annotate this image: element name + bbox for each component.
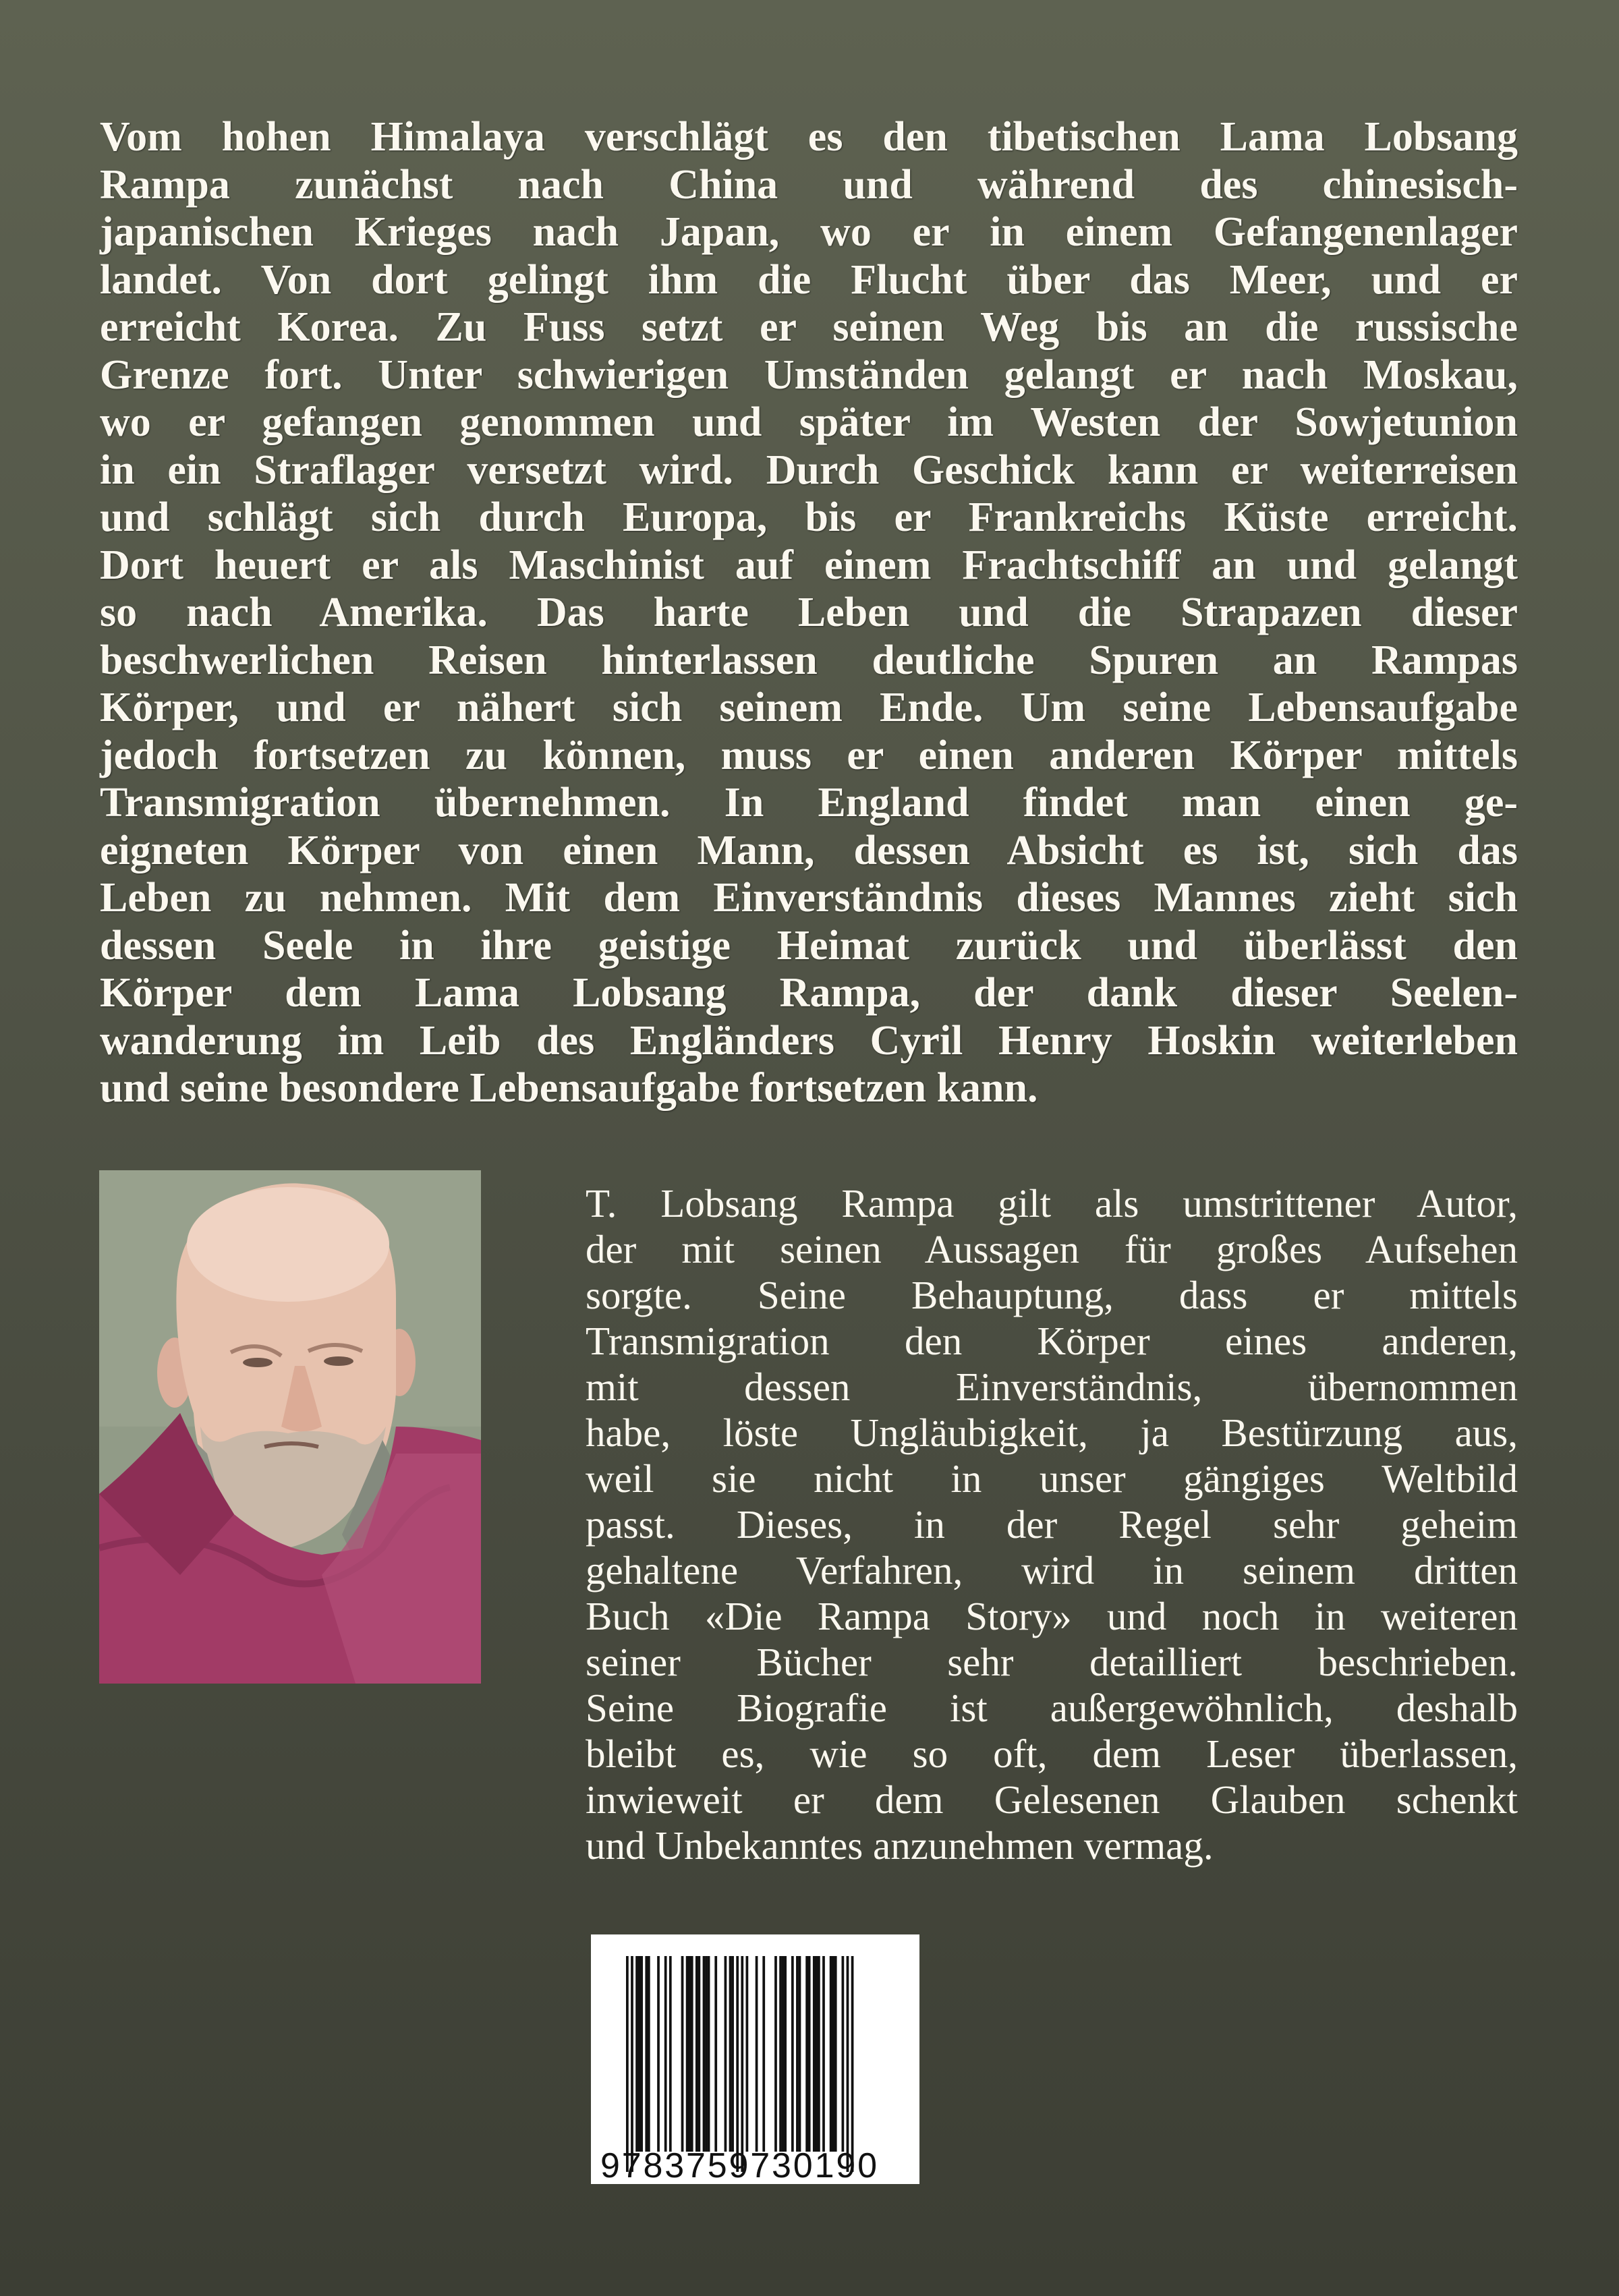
barcode-bar [714,1956,717,2152]
barcode-bar [756,1956,758,2152]
bio-line: seiner Bücher sehr detailliert beschrieben. [586,1640,1518,1684]
blurb-paragraph [100,113,1518,1112]
blurb-line: japanischen Krieges nach Japan, wo er in einem Gefangenenlager [100,209,1518,255]
blurb-line: erreicht Korea. Zu Fuss setzt er seinen Weg bis an die russische [100,304,1518,350]
blurb-line: beschwerlichen Reisen hinterlassen deutliche Spuren an Rampas [100,637,1518,683]
barcode-bar [695,1956,698,2152]
barcode-bar [664,1956,667,2152]
barcode-bar [705,1956,708,2152]
barcode-bar [698,1956,701,2152]
bio-line: habe, löste Ungläubigkeit, ja Bestürzung aus, [586,1410,1518,1455]
blurb-line: so nach Amerika. Das harte Leben und die Strapazen dieser [100,590,1518,635]
blurb-line: jedoch fortsetzen zu können, muss er einen anderen Körper mittels [100,732,1518,778]
barcode-bar [703,1956,706,2152]
barcode-bar [796,1956,799,2152]
blurb-line: Leben zu nehmen. Mit dem Einverständnis dieses Mannes zieht sich [100,875,1518,921]
barcode-bar [791,1956,794,2152]
author-bio-paragraph [586,1180,1518,1868]
blurb-line: und schlägt sich durch Europa, bis er Frankreichs Küste erreicht. [100,494,1518,540]
barcode-bar [657,1956,660,2152]
bio-line: Seine Biografie ist außergewöhnlich, deshalb [586,1686,1518,1730]
blurb-line: Transmigration übernehmen. In England findet man einen ge- [100,780,1518,826]
barcode-bar [832,1956,834,2152]
barcode-bar [834,1956,837,2152]
bio-line: bleibt es, wie so oft, dem Leser überlassen, [586,1731,1518,1776]
bio-line: mit dessen Einverständnis, übernommen [586,1365,1518,1409]
barcode-bar [645,1956,648,2152]
bio-line: inwieweit er dem Gelesenen Glauben schenkt [586,1777,1518,1822]
author-portrait-image [99,1170,481,1684]
barcode-bar [729,1956,732,2152]
barcode-bar [774,1956,777,2152]
barcode-bar [640,1956,643,2152]
bio-line: sorgte. Seine Behauptung, dass er mittels [586,1273,1518,1317]
bio-line: Buch «Die Rampa Story» und noch in weiteren [586,1594,1518,1638]
barcode-bar [805,1956,808,2152]
blurb-line: und seine besondere Lebensaufgabe fortsetzen kann. [100,1065,1038,1111]
barcode-bar [731,1956,734,2152]
barcode-bar [813,1956,816,2152]
bio-line: T. Lobsang Rampa gilt als umstrittener Autor, [586,1181,1518,1226]
barcode-bar [626,1956,629,2172]
bio-line: und Unbekanntes anzunehmen vermag. [586,1823,1214,1868]
barcode-bar [815,1956,818,2152]
barcode-bar [725,1956,727,2152]
barcode-bar [779,1956,782,2152]
barcode-bar [830,1956,832,2152]
barcode-bar [686,1956,689,2152]
blurb-line: wanderung im Leib des Engländers Cyril Henry Hoskin weiterleben [100,1017,1518,1064]
barcode-bar [635,1956,638,2152]
barcode-bar [648,1956,650,2152]
bio-line: passt. Dieses, in der Regel sehr geheim [586,1502,1518,1547]
blurb-line: dessen Seele in ihre geistige Heimat zurück und überlässt den [100,922,1518,969]
blurb-line: Vom hohen Himalaya verschlägt es den tibetischen Lama Lobsang [100,114,1518,160]
isbn-barcode [591,1934,919,2184]
bio-line: der mit seinen Aussagen für großes Aufsehen [586,1227,1518,1271]
barcode-bar [736,1956,739,2172]
blurb-line: Körper, und er nähert sich seinem Ende. Um seine Lebensaufgabe [100,685,1518,730]
barcode-bar [708,1956,710,2152]
barcode-bar [784,1956,787,2152]
bio-line: gehaltene Verfahren, wird in seinem dritten [586,1548,1518,1592]
barcode-bar [851,1956,854,2172]
barcode-bar [847,1956,849,2172]
barcode-bar [822,1956,825,2152]
barcode-bar [688,1956,691,2152]
barcode-bar [681,1956,684,2152]
barcode-bar [741,1956,743,2172]
barcode-bar [631,1956,633,2172]
isbn-number: 9783759730190 [600,2146,877,2184]
blurb-line: in ein Straflager versetzt wird. Durch Geschick kann er weiterreisen [100,447,1518,493]
barcode-bar [799,1956,801,2152]
author-photo [99,1170,481,1684]
blurb-line: eigneten Körper von einen Mann, dessen Absicht es ist, sich das [100,827,1518,873]
barcode-bar [762,1956,765,2152]
barcode-bar [808,1956,811,2152]
bio-line: Transmigration den Körper eines anderen, [586,1319,1518,1363]
barcode-bar [691,1956,693,2152]
barcode-bar [669,1956,672,2152]
barcode-bar [746,1956,749,2152]
barcode-graphic [591,1934,919,2184]
barcode-bar [842,1956,845,2152]
barcode-bar [818,1956,820,2152]
blurb-line: Grenze fort. Unter schwierigen Umständen gelangt er nach Moskau, [100,351,1518,398]
barcode-bar [782,1956,785,2152]
blurb-line: Rampa zunächst nach China und während des chinesisch- [100,161,1518,208]
bio-line: weil sie nicht in unser gängiges Weltbild [586,1456,1518,1501]
barcode-bar [638,1956,641,2152]
blurb-line: Dort heuert er als Maschinist auf einem Frachtschiff an und gelangt [100,542,1518,588]
blurb-line: Körper dem Lama Lobsang Rampa, der dank dieser Seelen- [100,970,1518,1016]
blurb-line: landet. Von dort gelingt ihm die Flucht über das Meer, und er [100,256,1518,303]
blurb-line: wo er gefangen genommen und später im Westen der Sowjetunion [100,399,1518,445]
